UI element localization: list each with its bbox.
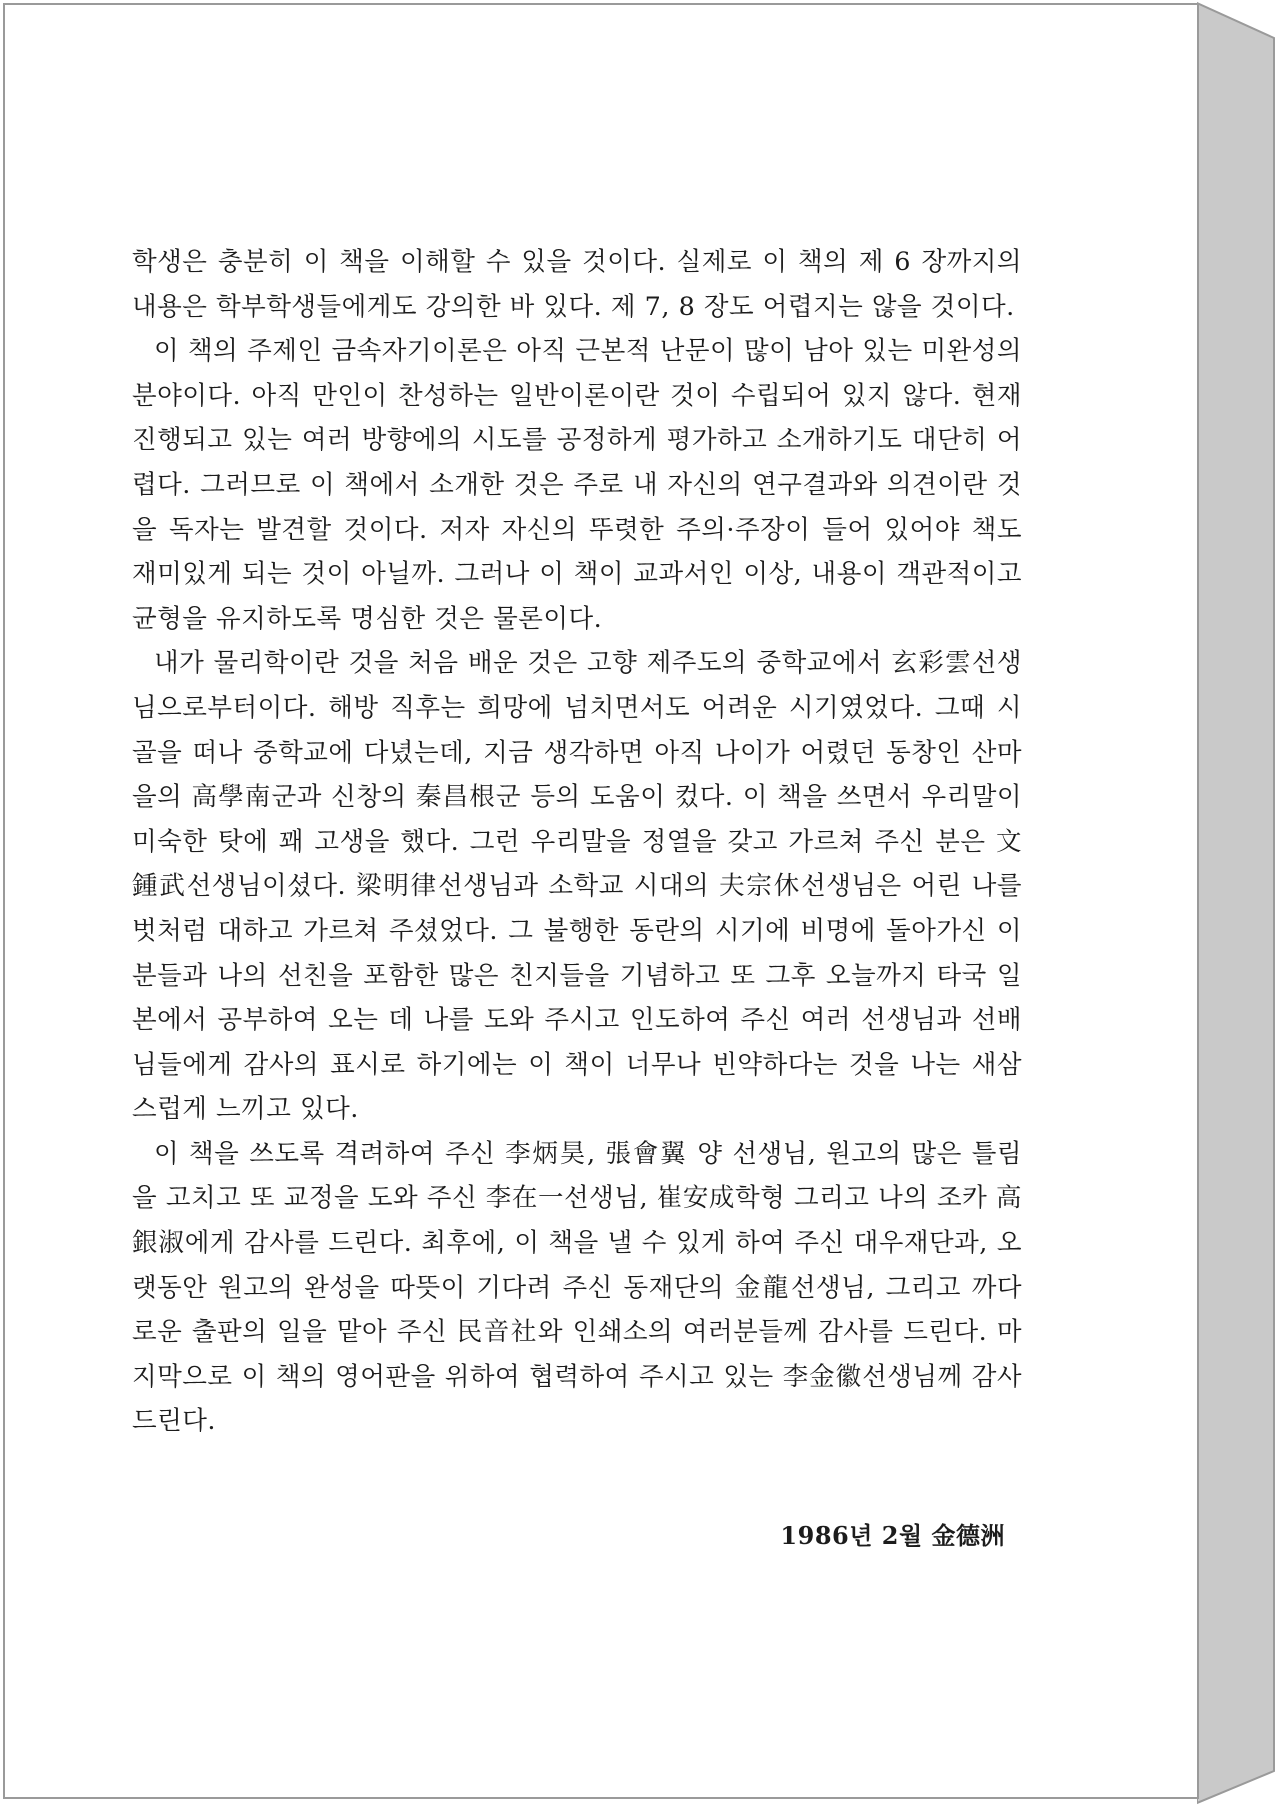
paragraph-3: 내가 물리학이란 것을 처음 배운 것은 고향 제주도의 중학교에서 玄彩雲선생님으로부터이다. 해방 직후는 희망에 넘치면서도 어려운 시기였었다. 그때 시골을 떠나 중학교에 다녔는데, 지금 생각하면 아직 나이가 어렸던 동창인 산마을의 高學南군과 신창의 秦昌根군 등의 도움이 컸다. 이 책을 쓰면서 우리말이 미숙한 탓에 꽤 고생을 했다. 그런 우리말을 정열을 갖고 가르쳐 주신 분은 文鍾武선생님이셨다. 梁明律선생님과 소학교 시대의 夫宗休선생님은 어린 나를 벗처럼 대하고 가르쳐 주셨었다. 그 불행한 동란의 시기에 비명에 돌아가신 이분들과 나의 선친을 포함한 많은 친지들을 기념하고 또 그후 오늘까지 타국 일본에서 공부하여 오는 데 나를 도와 주시고 인도하여 주신 여러 선생님과 선배님들에게 감사의 표시로 하기에는 이 책이 너무나 빈약하다는 것을 나는 새삼스럽게 느끼고 있다. (132, 648, 1022, 1125)
book-spine-edge (1197, 0, 1277, 1806)
paragraph-2: 이 책의 주제인 금속자기이론은 아직 근본적 난문이 많이 남아 있는 미완성의 분야이다. 아직 만인이 찬성하는 일반이론이란 것이 수립되어 있지 않다. 현재 진행되고 있는 여러 방향에의 시도를 공정하게 평가하고 소개하기도 대단히 어렵다. 그러므로 이 책에서 소개한 것은 주로 내 자신의 연구결과와 의견이란 것을 독자는 발견할 것이다. 저자 자신의 뚜렷한 주의·주장이 들어 있어야 책도 재미있게 되는 것이 아닐까. 그러나 이 책이 교과서인 이상, 내용이 객관적이고 균형을 유지하도록 명심한 것은 물론이다. (132, 336, 1022, 634)
paragraph-1: 학생은 충분히 이 책을 이해할 수 있을 것이다. 실제로 이 책의 제 6 장까지의 내용은 학부학생들에게도 강의한 바 있다. 제 7, 8 장도 어렵지는 않을 것이다. (132, 247, 1022, 322)
paragraph-4: 이 책을 쓰도록 격려하여 주신 李炳昊, 張會翼 양 선생님, 원고의 많은 틀림을 고치고 또 교정을 도와 주신 李在一선생님, 崔安成학형 그리고 나의 조카 高銀淑에게 감사를 드린다. 최후에, 이 책을 낼 수 있게 하여 주신 대우재단과, 오랫동안 원고의 완성을 따뜻이 기다려 주신 동재단의 金龍선생님, 그리고 까다로운 출판의 일을 맡아 주신 民音社와 인쇄소의 여러분들께 감사를 드린다. 마지막으로 이 책의 영어판을 위하여 협력하여 주시고 있는 李金徽선생님께 감사드린다. (132, 1138, 1022, 1437)
preface-text (132, 240, 1022, 1444)
date-signature: 1986년 2월 金德洲 (780, 1521, 1005, 1550)
